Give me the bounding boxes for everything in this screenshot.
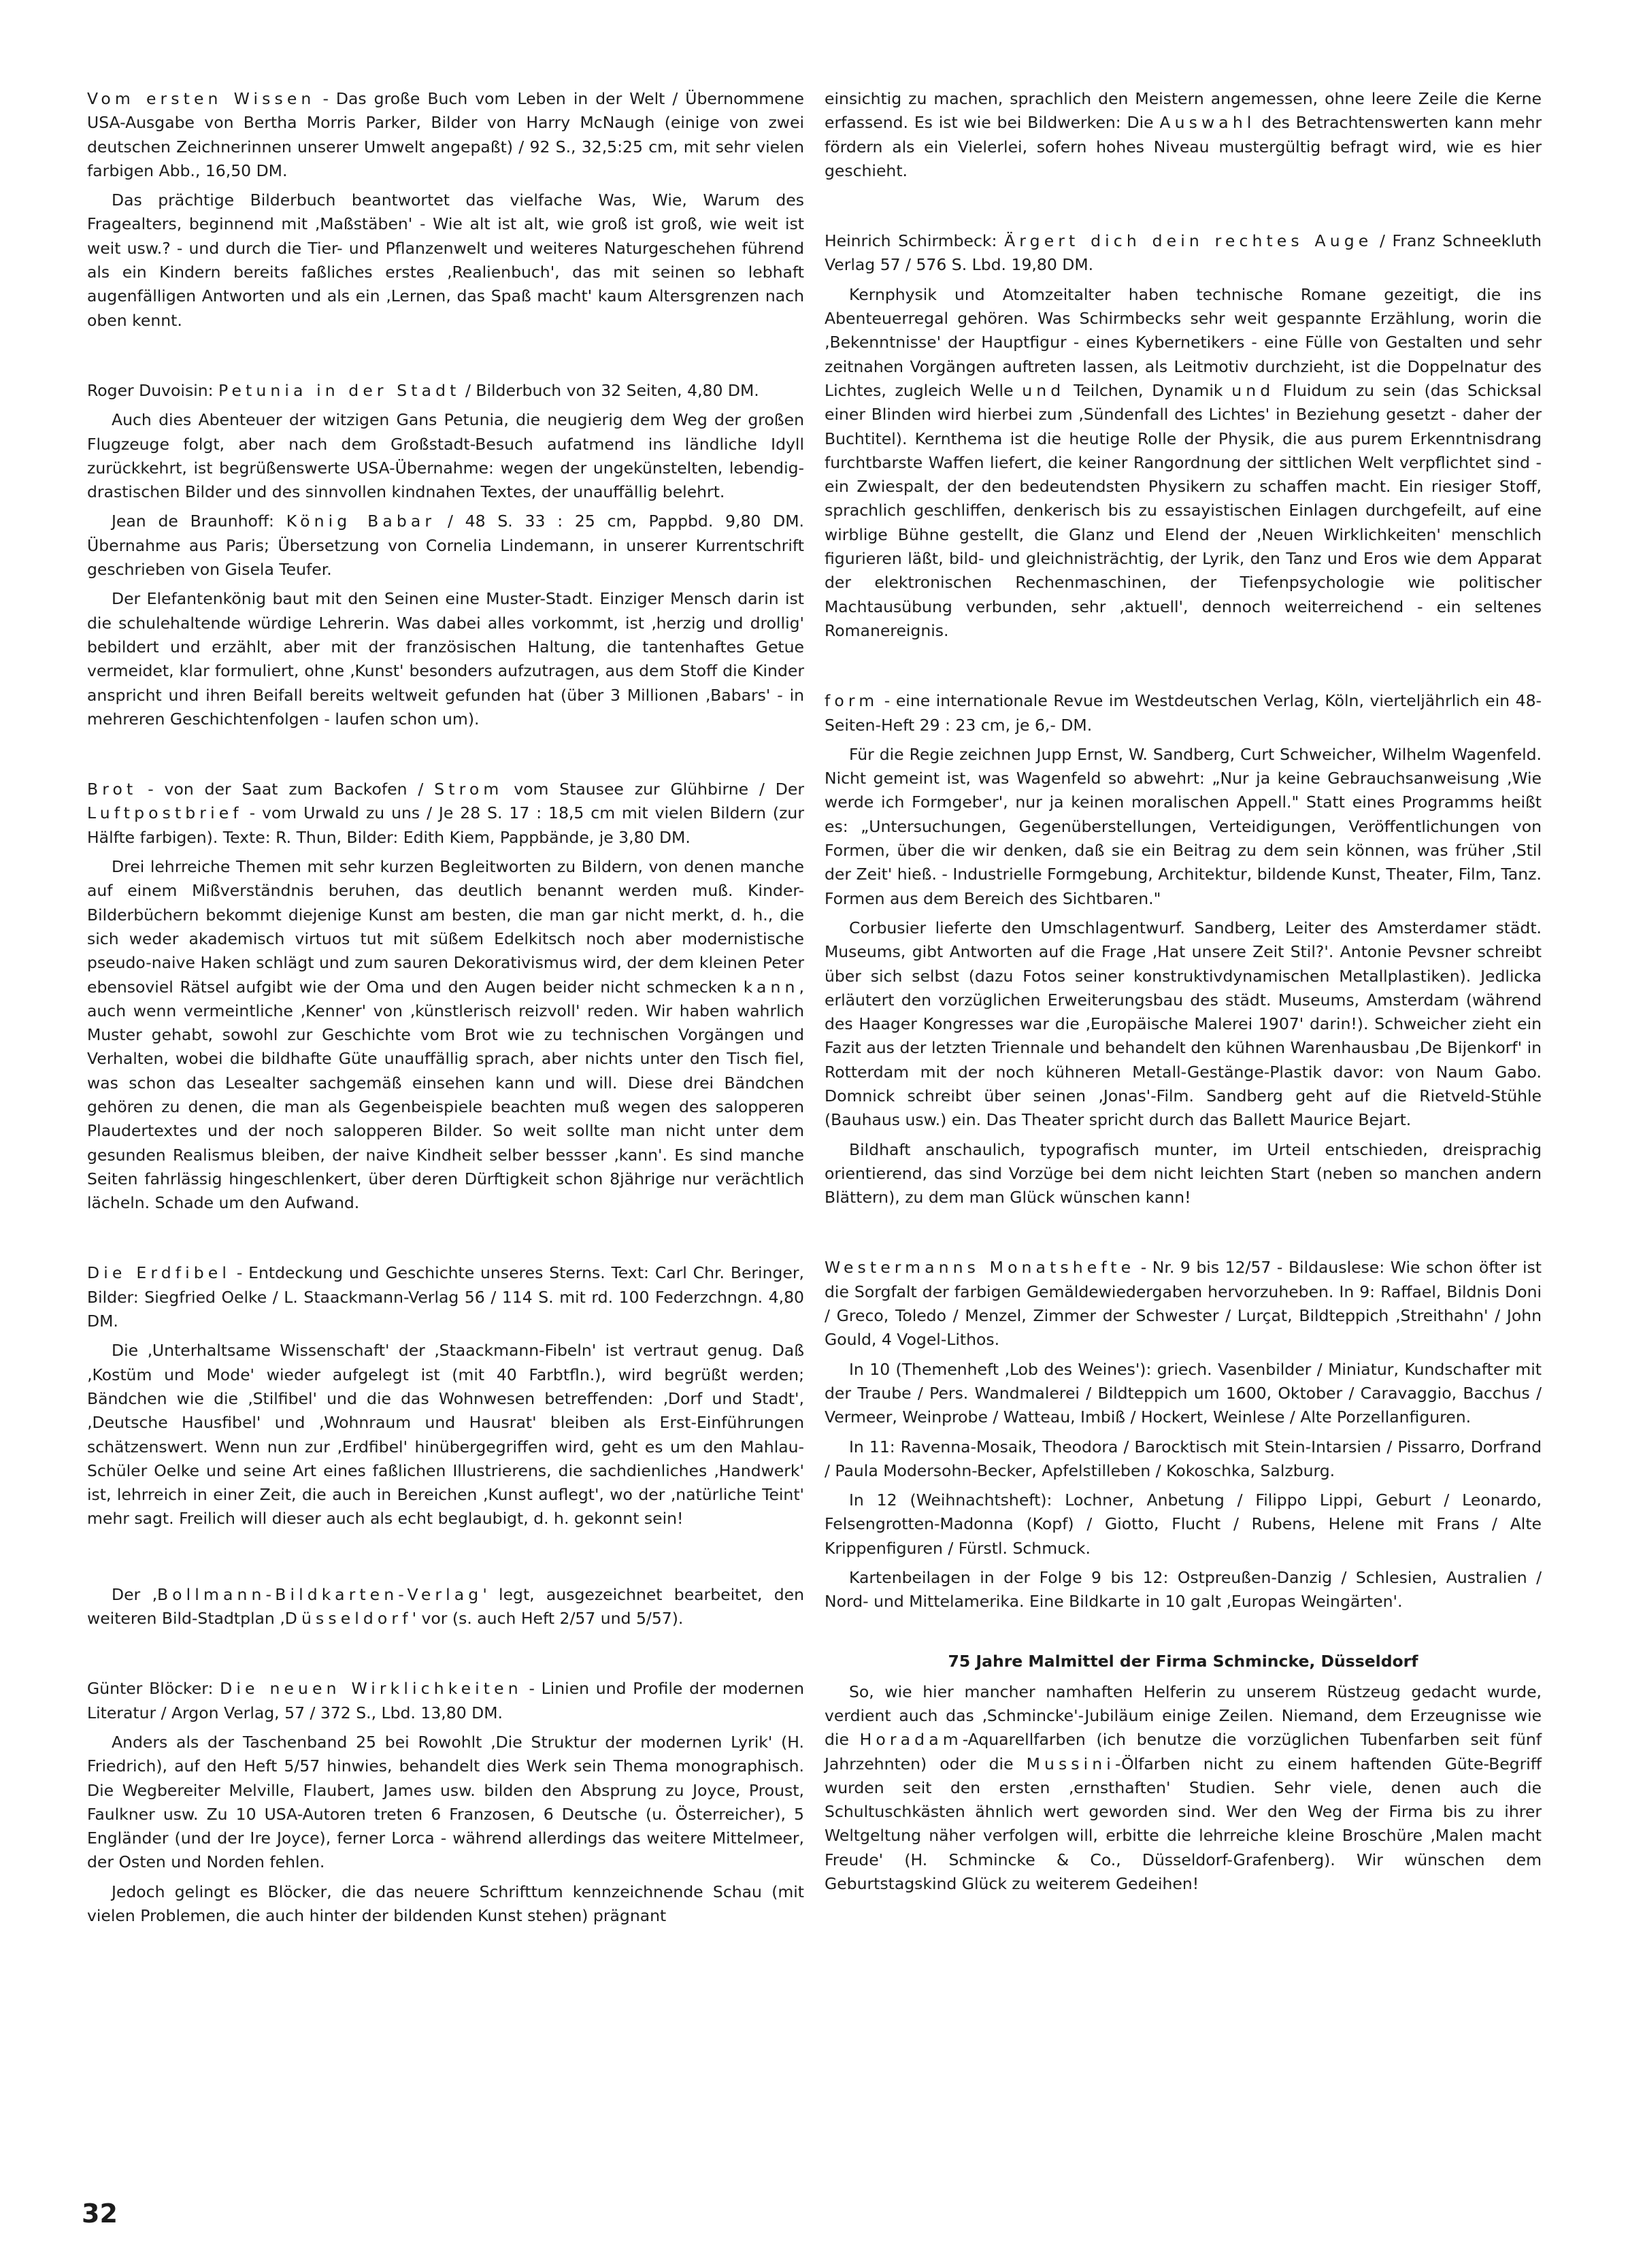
book-title: Petunia in der Stadt bbox=[218, 380, 461, 400]
schmincke-section-title: 75 Jahre Malmittel der Firma Schmincke, Düsseldorf bbox=[948, 1651, 1418, 1671]
review-paragraph: In 12 (Weihnachtsheft): Lochner, Anbetung / Filippo Lippi, Geburt / Leonardo, Felsengrotten-Madonna (Kopf) / Giotto, Flucht / Rubens, Helene mit Frans / Alte Krippenfiguren / Fürstl. Schmuck. bbox=[825, 1490, 1542, 1558]
book-title: Die Erdfibel bbox=[87, 1263, 231, 1283]
book-title: Strom bbox=[434, 780, 503, 799]
review-paragraph: Kartenbeilagen in der Folge 9 bis 12: Ostpreußen-Danzig / Schlesien, Australien / Nord- und Mittelamerika. Eine Bildkarte in 10 galt ‚Europas Weingärten'. bbox=[825, 1568, 1542, 1612]
review-brot-strom-heading: Brot - von der Saat zum Backofen / Strom vom Stausee zur Glühbirne / Der Luftpostbrief - vom Urwald zu uns / Je 28 S. 17 : 18,5 cm mit vielen Bildern (zur Hälfte farbigen). Texte: R. Thun, Bilder: Edith Kiem, Pappbände, je 3,80 DM. bbox=[87, 780, 804, 847]
book-title: Ärgert dich dein rechtes Auge bbox=[1004, 231, 1373, 251]
magazine-title: form bbox=[825, 691, 879, 711]
review-form-heading: form - eine internationale Revue im Westdeutschen Verlag, Köln, vierteljährlich ein 48-Seiten-Heft 29 : 23 cm, je 6,- DM. bbox=[825, 691, 1542, 735]
review-paragraph: Drei lehrreiche Themen mit sehr kurzen Begleitworten zu Bildern, von denen manche auf einem Mißverständnis beruhen, das deutlich benannt werden muß. Kinder-Bilderbüchern bekommt diejenige Kunst am besten, die man gar nicht merkt, d. h., die sich weder akademisch virtuos tut mit süßem Edelkitsch noch aber modernistische pseudo-naive Haken schlägt und zum sauren Dekorativismus wird, der dem kleinen Peter ebensoviel Rätsel aufgibt wie der Oma und den Augen beider nicht schmecken kann, auch wenn vermeintliche ‚Kenner' von ‚künstlerisch reizvoll' reden. Wir haben wahrlich Muster gehabt, sowohl zur Geschichte vom Brot wie zu technischen Vorgängen und Verhalten, wobei die bildhafte Güte unauffällig sprach, aber nichts unter den Tisch fiel, was schon das Lesealter sachgemäß einsehen kann und will. Diese drei Bändchen gehören zu denen, die man als Gegenbeispiele beachten muß wegen des salopperen Plaudertextes und der noch salopperen Bilder. So weit sollte man nicht unter dem gesunden Realismus bleiben, der naive Kindheit selber bessser ‚kann'. Es sind manche Seiten fahrlässig hingeschlenkert, über deren Dürftigkeit schon 8jährige nur verächtlich lächeln. Schade um den Aufwand. bbox=[87, 857, 804, 1213]
review-continuation: einsichtig zu machen, sprachlich den Meistern angemessen, ohne leere Zeile die Kerne erfassend. Es ist wie bei Bildwerken: Die Auswahl des Betrachtenswerten kann mehr fördern als ein Vielerlei, sofern hohes Niveau mustergültig befragt wird, wie es hier geschieht. bbox=[825, 89, 1542, 180]
page-number: 32 bbox=[82, 2199, 118, 2229]
review-westermanns-heading: Westermanns Monatshefte - Nr. 9 bis 12/57 - Bildauslese: Wie schon öfter ist die Sorgfalt der farbigen Gemäldewiedergaben hervorzuheben. In 9: Raffael, Bildnis Doni / Greco, Toledo / Menzel, Zimmer der Schwester / Lurçat, Bildteppich ‚Streithahn' / John Gould, 4 Vogel-Lithos. bbox=[825, 1258, 1542, 1350]
book-title: Vom ersten Wissen bbox=[87, 89, 316, 108]
review-bloecker-heading: Günter Blöcker: Die neuen Wirklichkeiten - Linien und Profile der modernen Literatur / Argon Verlag, 57 / 372 S., Lbd. 13,80 DM. bbox=[87, 1679, 804, 1722]
review-paragraph: Der Elefantenkönig baut mit den Seinen eine Muster-Stadt. Einziger Mensch darin ist die schulehaltende würdige Lehrerin. Was dabei alles vorkommt, ist ‚herzig und drollig' bebildert und erzählt, aber mit der französischen Haltung, die tantenhaftes Getue vermeidet, klar formuliert, ohne ‚Kunst' besonders aufzutragen, aus dem Stoff die Kinder anspricht und ihren Beifall bereits weltweit gefunden hat (über 3 Millionen ‚Babars' - in mehreren Geschichtenfolgen - laufen schon um). bbox=[87, 589, 804, 729]
review-paragraph: Kernphysik und Atomzeitalter haben technische Romane gezeitigt, die ins Abenteuerregal gehören. Was Schirmbecks sehr weit gespannte Erzählung, worin die ‚Bekenntnisse' der Hauptfigur - eines Kybernetikers - eine Fülle von Gestalten und sehr zeitnahen Vorgängen auftreten lassen, als Leitmotiv durchzieht, ist die Doppelnatur des Lichtes, zugleich Welle und Teilchen, Dynamik und Fluidum zu sein (das Schicksal einer Blinden wird hierbei zum ‚Sündenfall des Lichtes' in Beziehung gesetzt - daher der Buchtitel). Kernthema ist die heutige Rolle der Physik, die aus purem Erkenntnisdrang furchtbarste Waffen liefert, die keiner Rangordnung der sittlichen Welt verpflichtet sind - ein Zwiespalt, der den bedeutendsten Physikern zu schaffen macht. Ein riesiger Stoff, sprachlich geschliffen, denkerisch bis zu essayistischen Einlagen durchgefeilt, auf eine wirblige Bühne gestellt, die Glanz und Elend der ‚Neuen Wirklichkeiten' menschlich figurieren läßt, bild- und gleichnisträchtig, der Lyrik, den Tanz und Eros wie dem Apparat der elektronischen Rechenmaschinen, der Tiefenpsychologie wie politischer Machtausübung verbunden, sehr ‚aktuell', dennoch weiterreichend - ein seltenes Romanereignis. bbox=[825, 284, 1542, 640]
magazine-title: Westermanns Monatshefte bbox=[825, 1258, 1135, 1278]
review-paragraph: Anders als der Taschenband 25 bei Rowohlt ‚Die Struktur der modernen Lyrik' (H. Friedrich), auf den Heft 5/57 hinwies, behandelt dies Werk sein Thema monographisch. Die Wegbereiter Melville, Flaubert, James usw. bilden den Absprung zu Joyce, Proust, Faulkner usw. Zu 10 USA-Autoren treten 6 Franzosen, 6 Deutsche (u. Österreicher), 5 Engländer (und der Ire Joyce), ferner Lorca - während allerdings das weitere Mittelmeer, der Osten und Norden fehlen. bbox=[87, 1732, 804, 1872]
review-paragraph: Jedoch gelingt es Blöcker, die das neuere Schrifttum kennzeichnende Schau (mit vielen Problemen, die auch hinter der bildenden Kunst stehen) prägnant bbox=[87, 1882, 804, 1925]
review-erdfibel-heading: Die Erdfibel - Entdeckung und Geschichte unseres Sterns. Text: Carl Chr. Beringer, Bilder: Siegfried Oelke / L. Staackmann-Verlag 56 / 114 S. mit rd. 100 Federzchngn. 4,80 DM. bbox=[87, 1263, 804, 1331]
review-babar-heading: Jean de Braunhoff: König Babar / 48 S. 33 : 25 cm, Pappbd. 9,80 DM. Übernahme aus Paris; Übersetzung von Cornelia Lindemann, in unserer Kurrentschrift geschrieben von Gisela Teufer. bbox=[87, 512, 805, 580]
review-paragraph: Auch dies Abenteuer der witzigen Gans Petunia, die neugierig dem Weg der großen Flugzeuge folgt, aber nach dem Großstadt-Besuch aufatmend ins ländliche Idyll zurückkehrt, ist begrüßenswerte USA-Übernahme: wegen der ungekünstelten, lebendig-drastischen Bilder und des sinnvollen kindnahen Textes, der unauffällig belehrt. bbox=[87, 410, 804, 502]
review-bollmann-paragraph: Der ‚Bollmann-Bildkarten-Verlag' legt, ausgezeichnet bearbeitet, den weiteren Bild-Stadtplan ‚Düsseldorf' vor (s. auch Heft 2/57 und 5/57). bbox=[87, 1584, 805, 1629]
left-column bbox=[87, 87, 804, 1928]
review-vom-ersten-wissen-heading: Vom ersten Wissen - Das große Buch vom Leben in der Welt / Übernommene USA-Ausgabe von Bertha Morris Parker, Bilder von Harry McNaugh (einige von zwei deutschen Zeichnerinnen unserer Umwelt angepaßt) / 92 S., 32,5:25 cm, mit sehr vielen farbigen Abb., 16,50 DM. bbox=[87, 89, 804, 180]
book-title: Luftpostbrief bbox=[87, 803, 243, 823]
book-title: Brot bbox=[87, 780, 137, 799]
review-paragraph: Die ‚Unterhaltsame Wissenschaft' der ‚Staackmann-Fibeln' ist vertraut genug. Daß ‚Kostüm und Mode' wieder aufgelegt ist (mit 40 Farbtfln.), wird begrüßt werden; Bändchen wie die ‚Stilfibel' und die das Wohnwesen betreffenden: ‚Dorf und Stadt', ‚Deutsche Hausfibel' und ‚Wohnraum und Hausrat' bleiben als Erst-Einführungen schätzenswert. Wenn nun zur ‚Erdfibel' hinübergegriffen wird, geht es um den Mahlau-Schüler Oelke und seine Art eines faßlichen Illustrierens, die sachdienliches ‚Handwerk' ist, lehrreich in einer Zeit, die auch in Bereichen ‚Kunst auflegt', wo der ‚natürliche Teint' mehr sagt. Freilich will dieser auch als echt beglaubigt, d. h. gekonnt sein! bbox=[87, 1341, 804, 1529]
review-paragraph: Für die Regie zeichnen Jupp Ernst, W. Sandberg, Curt Schweicher, Wilhelm Wagenfeld. Nicht gemeint ist, was Wagenfeld so abwehrt: „Nur ja keine Gebrauchsanweisung ‚Wie werde ich Formgeber', nur ja keinen moralischen Appell." Statt eines Programms heißt es: „Untersuchungen, Gegenüberstellungen, Verteidigungen, Veröffentlichungen von Formen, über die wir denken, daß sie ein Beitrag zu dem sein können, was früher ‚Stil der Zeit' hieß. - Industrielle Formgebung, Architektur, bildende Kunst, Theater, Film, Tanz. Formen aus dem Bereich des Sichtbaren." bbox=[825, 744, 1542, 908]
review-paragraph: Bildhaft anschaulich, typografisch munter, im Urteil entschieden, dreisprachig orientierend, das sind Vorzüge bei dem nicht leichten Start (neben so manchen andern Blättern), zu dem man Glück wünschen kann! bbox=[825, 1139, 1542, 1207]
review-paragraph: In 11: Ravenna-Mosaik, Theodora / Barocktisch mit Stein-Intarsien / Pissarro, Dorfrand / Paula Modersohn-Becker, Apfelstilleben / Kokoschka, Salzburg. bbox=[825, 1437, 1542, 1480]
book-title: König Babar bbox=[286, 512, 436, 531]
review-paragraph: Corbusier lieferte den Umschlagentwurf. Sandberg, Leiter des Amsterdamer städt. Museums, gibt Antworten auf die Frage ‚Hat unsere Zeit Stil?'. Antonie Pevsner schreibt über sich selbst (dazu Fotos seiner konstruktivdynamischen Metallplastiken). Jedlicka erläutert den vorzüglichen Erweiterungsbau des städt. Museums, Amsterdam (während des Haager Kongresses war die ‚Europäische Malerei 1907' darin!). Schweicher zieht ein Fazit aus der letzten Triennale und behandelt den kühnen Warenhausbau ‚De Bijenkorf' in Rotterdam mit der noch kühneren Metall-Gestänge-Plastik davor: von Naum Gabo. Domnick schreibt über seinen ‚Jonas'-Film. Sandberg geht auf die Rietveld-Stühle (Bauhaus usw.) ein. Das Theater spricht durch das Ballett Maurice Bejart. bbox=[825, 918, 1542, 1130]
right-column bbox=[825, 87, 1542, 1896]
review-paragraph: In 10 (Themenheft ‚Lob des Weines'): griech. Vasenbilder / Miniatur, Kundschafter mit der Traube / Pers. Wandmalerei / Bildteppich um 1600, Oktober / Caravaggio, Bacchus / Vermeer, Weinprobe / Watteau, Imbiß / Hockert, Weinlese / Alte Porzellanfiguren. bbox=[825, 1359, 1542, 1427]
review-petunia-heading: Roger Duvoisin: Petunia in der Stadt / Bilderbuch von 32 Seiten, 4,80 DM. bbox=[87, 380, 759, 400]
review-paragraph: So, wie hier mancher namhaften Helferin zu unserem Rüstzeug gedacht wurde, verdient auch das ‚Schmincke'-Jubiläum einige Zeilen. Niemand, dem Erzeugnisse wie die Horadam-Aquarellfarben (ich benutze die vorzüglichen Tubenfarben seit fünf Jahrzehnten) oder die Mussini-Ölfarben nicht zu einem haftenden Güte-Begriff wurden seit den ersten ‚ernsthaften' Studien. Sehr viele, denen auch die Schultuschkästen ähnlich wert geworden sind. Wer den Weg der Firma bis zu ihrer Weltgeltung näher verfolgen will, erbitte die lehrreiche kleine Broschüre ‚Malen macht Freude' (H. Schmincke & Co., Düsseldorf-Grafenberg). Wir wünschen dem Geburtstagskind Glück zu weiterem Gedeihen! bbox=[825, 1682, 1542, 1893]
book-title: Die neuen Wirklichkeiten bbox=[220, 1679, 522, 1699]
review-schirmbeck-heading: Heinrich Schirmbeck: Ärgert dich dein rechtes Auge / Franz Schneekluth Verlag 57 / 576 S. Lbd. 19,80 DM. bbox=[825, 231, 1542, 275]
review-paragraph: Das prächtige Bilderbuch beantwortet das vielfache Was, Wie, Warum des Fragealters, beginnend mit ‚Maßstäben' - Wie alt ist alt, wie groß ist groß, wie weit ist weit usw.? - und durch die Tier- und Pflanzenwelt und weiteres Naturgeschehen führend als ein Kindern bereits faßliches erstes ‚Realienbuch', das mit seinen so lebhaft augenfälligen Antworten und als ein ‚Lernen, das Spaß macht' kaum Altersgrenzen nach oben kennt. bbox=[87, 190, 804, 330]
